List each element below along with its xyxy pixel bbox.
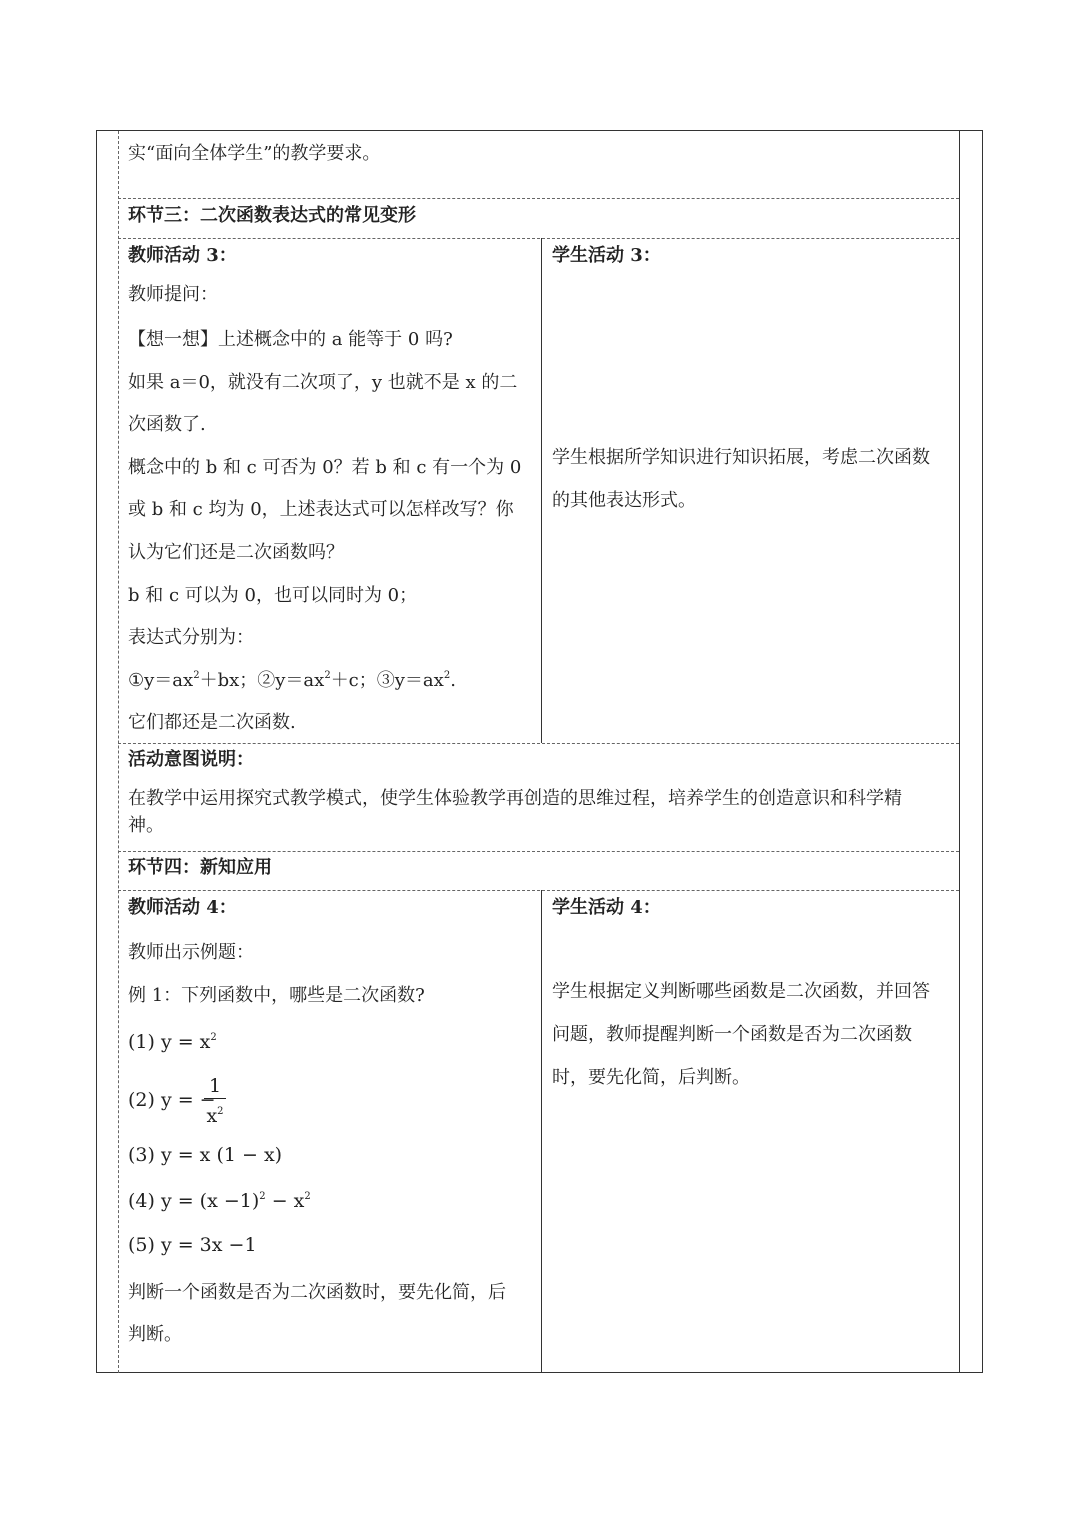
think-question: 【想一想】上述概念中的 a 能等于 0 吗? <box>128 329 453 350</box>
teacher-activity-title: 教师活动 3： <box>128 245 237 266</box>
table-inner-right-rule <box>959 131 960 1373</box>
table-inner-left-rule <box>118 131 119 1373</box>
example-question: 例 1：下列函数中，哪些是二次函数? <box>128 985 425 1006</box>
fraction-numerator: 1 <box>204 1074 226 1099</box>
teacher-text-line: 概念中的 b 和 c 可否为 0？若 b 和 c 有一个为 0 <box>128 457 522 478</box>
teacher-text-line: 次函数了. <box>128 414 206 435</box>
intent-text-line: 在教学中运用探究式教学模式，使学生体验教学再创造的思维过程，培养学生的创造意识和科学精 <box>128 788 902 809</box>
fraction-denominator: $x^2$ <box>206 1105 224 1127</box>
student-text-line: 时，要先化简，后判断。 <box>552 1067 750 1088</box>
function-item-4: (4) $y = (x -1)^2 - x^2$ <box>128 1190 311 1212</box>
teacher-activity-title: 教师活动 4： <box>128 897 237 918</box>
student-text-line: 的其他表达形式。 <box>552 490 696 511</box>
teacher-prompt: 教师提问： <box>128 284 218 305</box>
teacher-text-line: 或 b 和 c 均为 0，上述表达式可以怎样改写？你 <box>128 499 514 520</box>
row-divider <box>118 890 959 891</box>
row-divider <box>118 743 959 744</box>
teacher-text-line: 如果 a＝0，就没有二次项了，y 也就不是 x 的二 <box>128 372 518 393</box>
continued-text: 实“面向全体学生”的教学要求。 <box>128 143 381 164</box>
student-text-line: 问题，教师提醒判断一个函数是否为二次函数 <box>552 1024 912 1045</box>
student-text-line: 学生根据所学知识进行知识拓展，考虑二次函数 <box>552 447 930 468</box>
teacher-text-line: 判断一个函数是否为二次函数时，要先化简，后 <box>128 1282 506 1303</box>
teacher-text-line: 判断。 <box>128 1324 182 1345</box>
teacher-text-line: 它们都还是二次函数. <box>128 712 296 733</box>
student-text-line: 学生根据定义判断哪些函数是二次函数，并回答 <box>552 981 930 1002</box>
teacher-text-line: b 和 c 可以为 0，也可以同时为 0； <box>128 585 418 606</box>
row-divider <box>118 851 959 852</box>
function-item-1: (1) $y = x^2$ <box>128 1031 217 1053</box>
student-activity-title: 学生活动 3： <box>552 245 661 266</box>
row-divider <box>118 238 959 239</box>
function-item-2-prefix: (2) y = − <box>128 1089 216 1111</box>
teacher-text-line: 表达式分别为： <box>128 627 254 648</box>
intent-text-line: 神。 <box>128 815 164 836</box>
expression-forms: $①y=ax^2+bx$；$②y=ax^2+c$；$③y=ax^2$. <box>128 670 456 691</box>
student-activity-title: 学生活动 4： <box>552 897 661 918</box>
column-divider <box>541 238 542 743</box>
intent-title: 活动意图说明： <box>128 749 254 770</box>
function-item-5: (5) y = 3x −1 <box>128 1234 257 1256</box>
teacher-text-line: 认为它们还是二次函数吗？ <box>128 542 344 563</box>
teacher-prompt: 教师出示例题： <box>128 942 254 963</box>
row-divider <box>118 198 959 199</box>
function-item-3: (3) y = x (1 − x) <box>128 1144 283 1166</box>
section-title: 环节四：新知应用 <box>128 857 272 878</box>
column-divider <box>541 890 542 1373</box>
section-title: 环节三：二次函数表达式的常见变形 <box>128 205 416 226</box>
